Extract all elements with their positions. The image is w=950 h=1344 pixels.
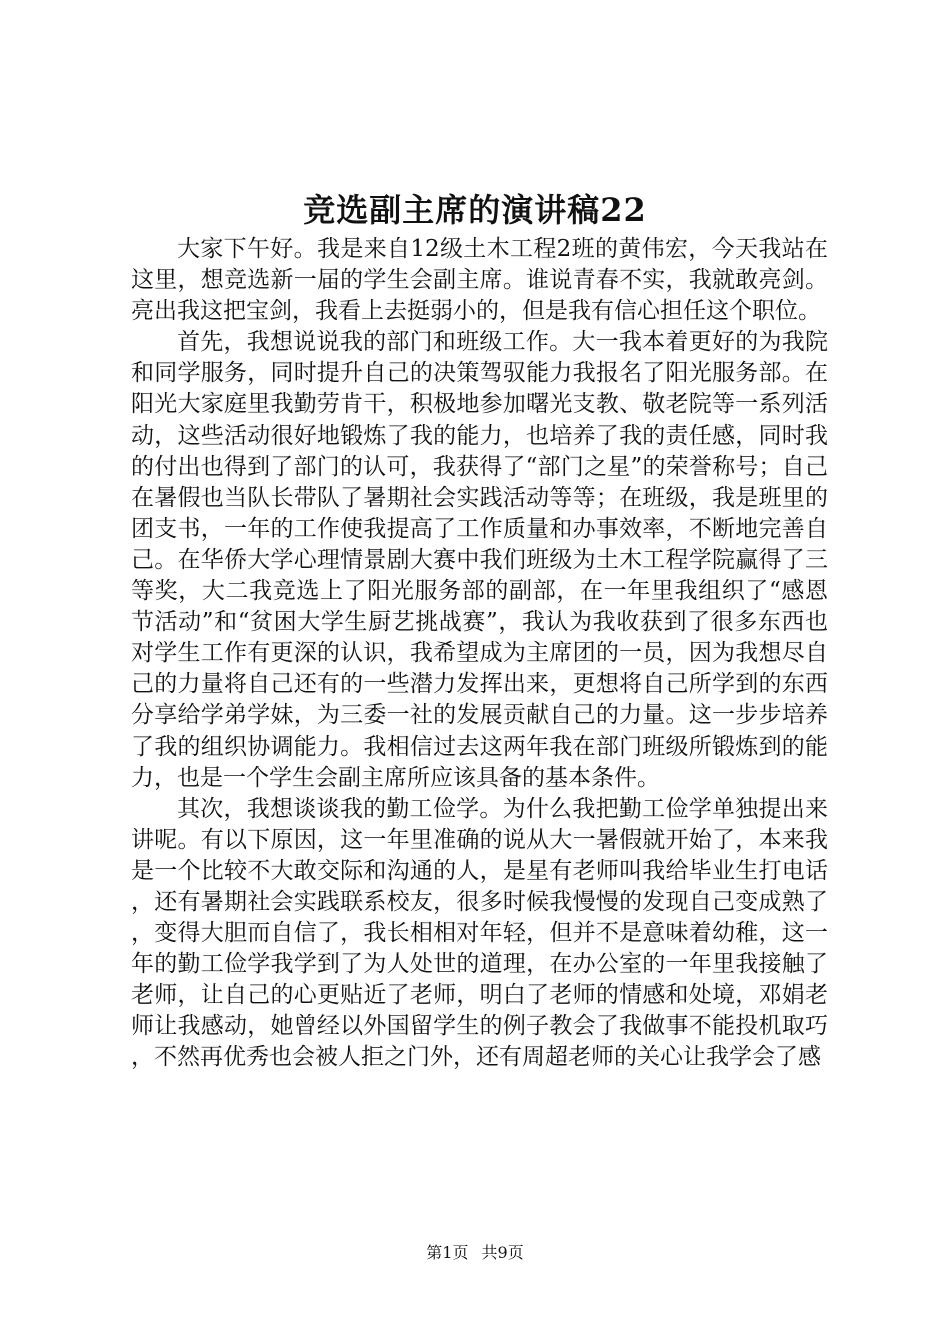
page-number-total: 共9页: [481, 1243, 524, 1262]
document-body: [131, 234, 828, 1074]
page-number-current: 第1页: [426, 1243, 469, 1262]
paragraph-work-study: 其次，我想谈谈我的勤工俭学。为什么我把勤工俭学单独提出来讲呢。有以下原因，这一年里准确的说从大一暑假就开始了，本来我是一个比较不大敢交际和沟通的人，是星有老师叫我给毕业生打电话，还有暑期社会实践联系校友，很多时候我慢慢的发现自己变成熟了，变得大胆而自信了，我长相相对年轻，但并不是意味着幼稚，这一年的勤工俭学我学到了为人处世的道理，在办公室的一年里我接触了老师，让自己的心更贴近了老师，明白了老师的情感和处境，邓娟老师让我感动，她曾经以外国留学生的例子教会了我做事不能投机取巧，不然再优秀也会被人拒之门外，还有周超老师的关心让我学会了感: [131, 795, 828, 1071]
page-footer: [0, 1242, 950, 1264]
document-title: 竞选副主席的演讲稿22: [303, 191, 647, 229]
paragraph-intro: 大家下午好。我是来自12级土木工程2班的黄伟宏，今天我站在这里，想竞选新一届的学生会副主席。谁说青春不实，我就敢亮剑。亮出我这把宝剑，我看上去挺弱小的，但是我有信心担任这个职位。: [131, 236, 828, 325]
paragraph-department-work: 首先，我想说说我的部门和班级工作。大一我本着更好的为我院和同学服务，同时提升自己的决策驾驭能力我报名了阳光服务部。在阳光大家庭里我勤劳肯干，积极地参加曙光支教、敬老院等一系列活动，这些活动很好地锻炼了我的能力，也培养了我的责任感，同时我的付出也得到了部门的认可，我获得了“部门之星”的荣誉称号；自己在暑假也当队长带队了暑期社会实践活动等等；在班级，我是班里的团支书，一年的工作使我提高了工作质量和办事效率，不断地完善自己。在华侨大学心理情景剧大赛中我们班级为土木工程学院赢得了三等奖，大二我竞选上了阳光服务部的副部，在一年里我组织了“感恩节活动”和“贫困大学生厨艺挑战赛”，我认为我收获到了很多东西也对学生工作有更深的认识，我希望成为主席团的一员，因为我想尽自己的力量将自己还有的一些潜力发挥出来，更想将自己所学到的东西分享给学弟学妹，为三委一社的发展贡献自己的力量。这一步步培养了我的组织协调能力。我相信过去这两年我在部门班级所锻炼到的能力，也是一个学生会副主席所应该具备的基本条件。: [131, 329, 828, 791]
